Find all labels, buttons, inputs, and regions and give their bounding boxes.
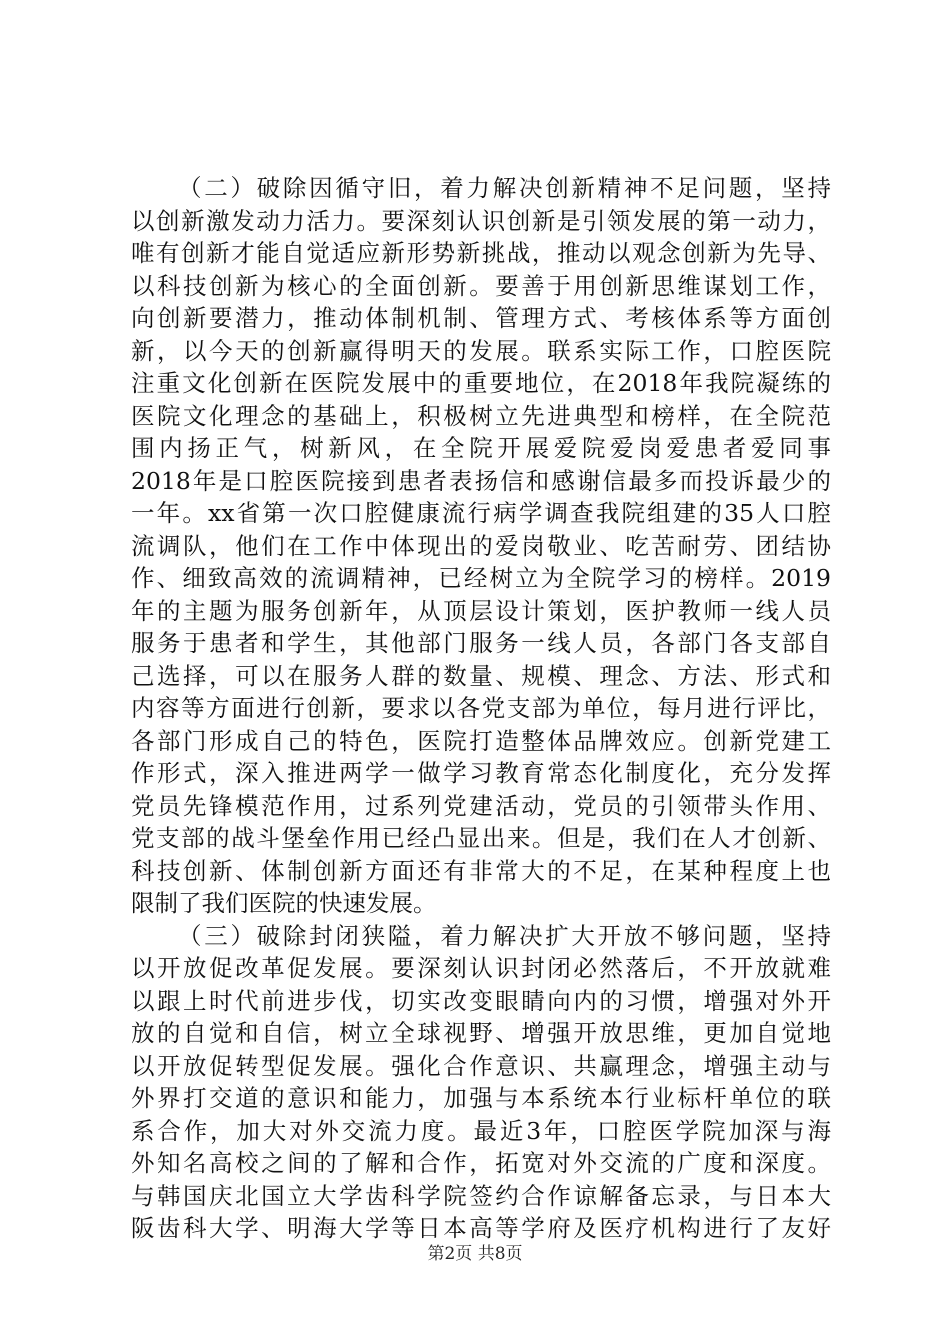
paragraph-line: 党支部的战斗堡垒作用已经凸显出来。但是，我们在人才创新、 <box>131 824 831 852</box>
paragraph-line: 外界打交道的意识和能力，加强与本系统本行业标杆单位的联 <box>131 1084 831 1112</box>
paragraph-line: 以科技创新为核心的全面创新。要善于用创新思维谋划工作， <box>131 271 831 300</box>
paragraph-line: 向创新要潜力，推动体制机制、管理方式、考核体系等方面创 <box>131 304 831 332</box>
paragraph-line: 服务于患者和学生，其他部门服务一线人员，各部门各支部自 <box>131 629 831 657</box>
paragraph-line: 流调队，他们在工作中体现出的爱岗敬业、吃苦耐劳、团结协 <box>131 531 831 560</box>
paragraph-line: 以开放促转型促发展。强化合作意识、共赢理念，增强主动与 <box>131 1051 831 1080</box>
page-number: 第2页 共8页 <box>427 1244 523 1264</box>
paragraph-line: 围内扬正气，树新风，在全院开展爱院爱岗爱患者爱同事 <box>131 434 831 462</box>
paragraph-line: 阪齿科大学、明海大学等日本高等学府及医疗机构进行了友好 <box>131 1214 831 1242</box>
paragraph-line: 新，以今天的创新赢得明天的发展。联系实际工作，口腔医院 <box>131 336 831 365</box>
paragraph-line: 科技创新、体制创新方面还有非常大的不足，在某种程度上也 <box>131 856 831 885</box>
paragraph-line: 作形式，深入推进两学一做学习教育常态化制度化，充分发挥 <box>131 759 831 787</box>
paragraph-line: 2018年是口腔医院接到患者表扬信和感谢信最多而投诉最少的 <box>131 466 831 495</box>
paragraph-line: 作、细致高效的流调精神，已经树立为全院学习的榜样。2019 <box>131 564 831 592</box>
paragraph-line: 内容等方面进行创新，要求以各党支部为单位，每月进行评比， <box>131 694 831 722</box>
paragraph-line: 医院文化理念的基础上，积极树立先进典型和榜样，在全院范 <box>131 401 831 430</box>
paragraph-line: 外知名高校之间的了解和合作，拓宽对外交流的广度和深度。 <box>131 1149 831 1177</box>
paragraph-line: 唯有创新才能自觉适应新形势新挑战，推动以观念创新为先导、 <box>131 239 831 267</box>
paragraph-line: 与韩国庆北国立大学齿科学院签约合作谅解备忘录，与日本大 <box>131 1181 831 1210</box>
paragraph-line: 各部门形成自己的特色，医院打造整体品牌效应。创新党建工 <box>131 726 831 755</box>
paragraph-line: 党员先锋模范作用，过系列党建活动，党员的引领带头作用、 <box>131 791 831 820</box>
paragraph-line: （三）破除封闭狭隘，着力解决扩大开放不够问题，坚持 <box>178 921 831 950</box>
paragraph-line: 一年。xx省第一次口腔健康流行病学调查我院组建的35人口腔 <box>131 499 831 527</box>
paragraph-line: （二）破除因循守旧，着力解决创新精神不足问题，坚持 <box>178 174 831 202</box>
paragraph-line: 系合作，加大对外交流力度。最近3年，口腔医学院加深与海 <box>131 1116 831 1145</box>
body-text <box>131 172 831 1245</box>
paragraph-line: 以开放促改革促发展。要深刻认识封闭必然落后，不开放就难 <box>131 954 831 982</box>
paragraph-line: 放的自觉和自信，树立全球视野、增强开放思维，更加自觉地 <box>131 1019 831 1047</box>
paragraph-line: 以跟上时代前进步伐，切实改变眼睛向内的习惯，增强对外开 <box>131 986 831 1015</box>
paragraph-line: 以创新激发动力活力。要深刻认识创新是引领发展的第一动力， <box>131 206 831 235</box>
paragraph-line: 年的主题为服务创新年，从顶层设计策划，医护教师一线人员 <box>131 596 831 625</box>
page-footer <box>0 1239 950 1264</box>
paragraph-line: 己选择，可以在服务人群的数量、规模、理念、方法、形式和 <box>131 661 831 690</box>
paragraph-line: 限制了我们医院的快速发展。 <box>131 889 437 917</box>
paragraph-line: 注重文化创新在医院发展中的重要地位，在2018年我院凝练的 <box>131 369 831 397</box>
